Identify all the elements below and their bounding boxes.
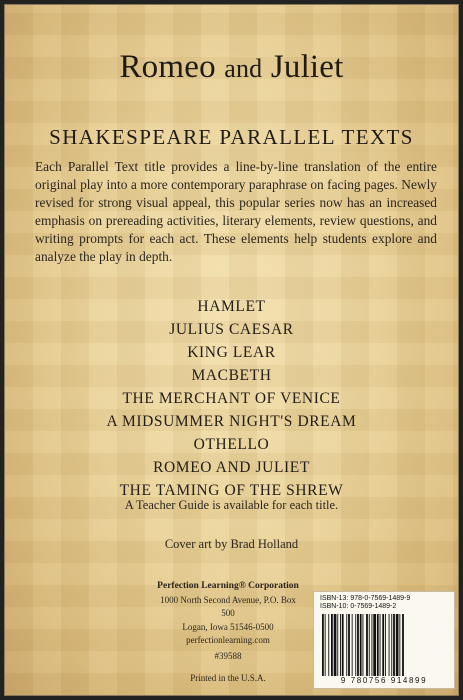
barcode-icon [320,614,448,676]
list-item: A MIDSUMMER NIGHT'S DREAM [106,413,357,430]
catalog-number: #39588 [214,650,242,661]
list-item: MACBETH [191,367,272,384]
list-item: JULIUS CAESAR [169,321,294,338]
publisher-block [153,579,303,663]
list-item: ROMEO AND JULIET [153,459,310,476]
series-heading: SHAKESPEARE PARALLEL TEXTS [49,125,414,149]
publisher-website: perfectionlearning.com [186,635,270,645]
isbn-10: ISBN-10: 0-7569-1489-2 [320,603,397,610]
publisher-name: Perfection Learning® Corporation [157,581,299,591]
isbn-13: ISBN-13: 978-0-7569-1489-9 [320,595,411,602]
list-item: HAMLET [197,298,266,315]
list-item: OTHELLO [193,436,270,453]
list-item: KING LEAR [187,344,276,361]
publisher-address-line2: Logan, Iowa 51546-0500 [182,621,274,632]
barcode-label [313,591,455,689]
publisher-address-line1: 1000 North Second Avenue, P.O. Box 500 [160,594,296,618]
title-list [5,295,458,502]
teacher-guide-note: A Teacher Guide is available for each title. [124,498,339,512]
book-title [5,49,458,86]
title-romeo: Romeo [119,49,225,85]
back-cover [4,4,459,696]
title-juliet: Juliet [262,49,344,85]
barcode-digits: 9 780756 914899 [340,676,428,685]
list-item: THE MERCHANT OF VENICE [122,390,341,407]
series-description: Each Parallel Text title provides a line-by-line translation of the entire original play into a more contemporary paraphrase on facing pages. Newly revised for strong visual appeal, this popular series now has an increased emphasis on prereading activities, literary elements, review questions, and writing prompts for each act. These elements help students explore and analyze the play in depth. [35,159,437,264]
cover-art-credit: Cover art by Brad Holland [164,537,299,551]
title-and: and [224,54,263,83]
printed-in-note: Printed in the U.S.A. [190,673,266,683]
list-item: THE TAMING OF THE SHREW [119,482,344,499]
